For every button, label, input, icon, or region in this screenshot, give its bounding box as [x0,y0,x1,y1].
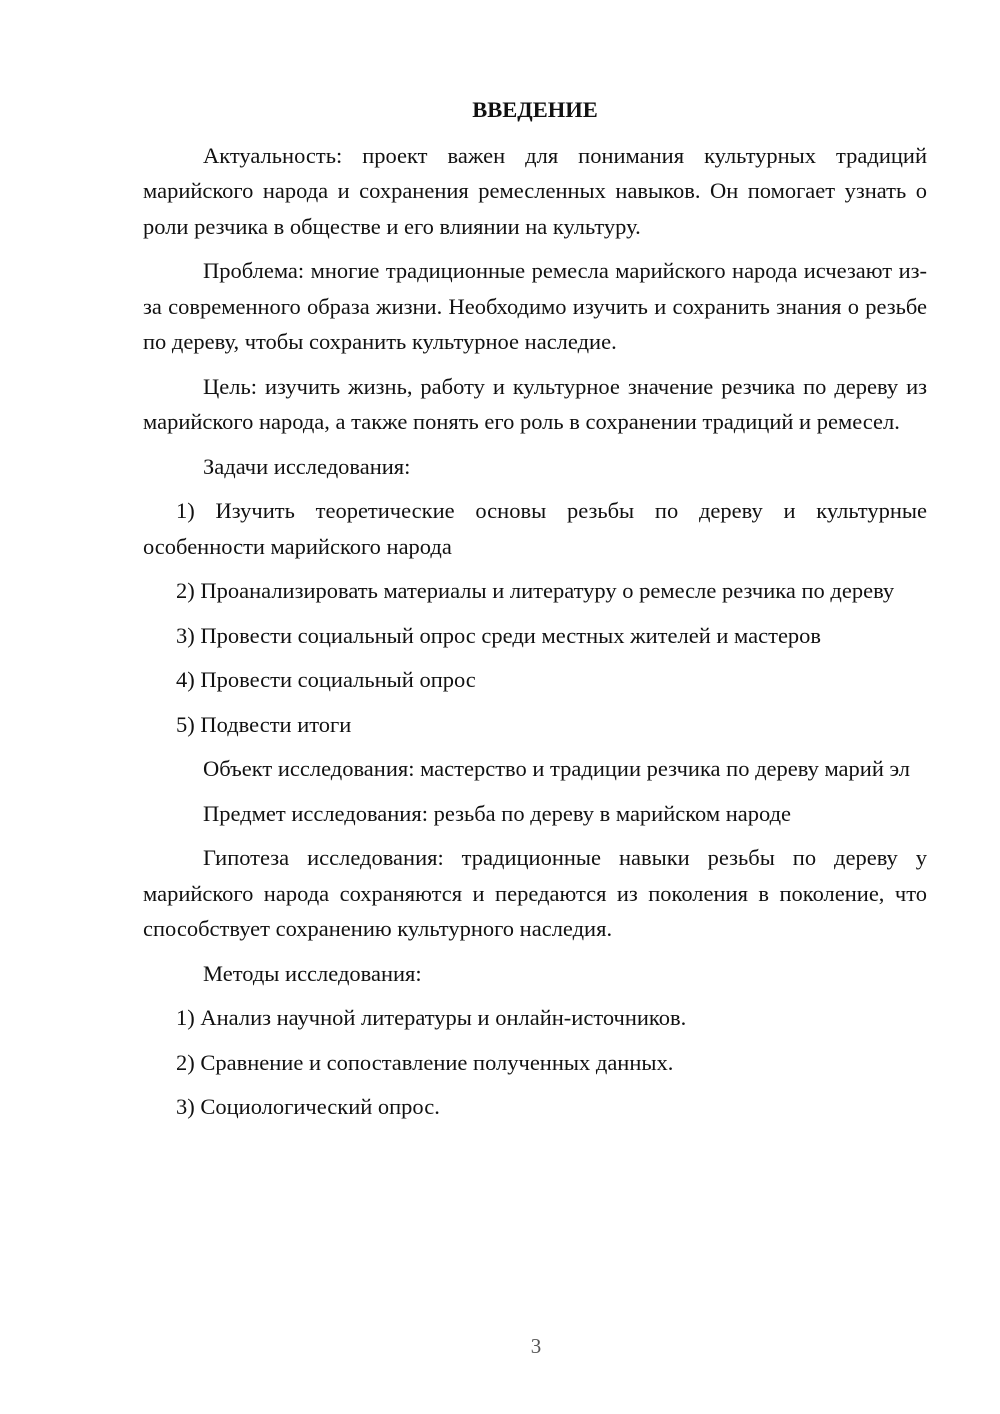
task-item: 3) Провести социальный опрос среди местных жителей и мастеров [176,622,822,648]
method-item: 2) Сравнение и сопоставление полученных данных. [176,1049,674,1075]
method-item: 1) Анализ научной литературы и онлайн-источников. [176,1005,687,1030]
paragraph-subject: Предмет исследования: резьба по дереву в марийском народе [203,800,792,826]
paragraph-problem: Проблема: многие традиционные ремесла марийского народа исчезают из-за современного образа жизни. Необходимо изучить и сохранить знания о резьбе по дереву, чтобы сохранить культурное наследие. [143,258,927,354]
task-item: 4) Провести социальный опрос [176,667,476,692]
method-item: 3) Социологический опрос. [176,1094,440,1119]
page-title: ВВЕДЕНИЕ [472,97,598,122]
tasks-heading: Задачи исследования: [203,453,411,479]
paragraph-goal: Цель: изучить жизнь, работу и культурное значение резчика по дереву из марийского народа, а также понять его роль в сохранении традиций и ремесел. [143,373,927,434]
paragraph-object: Объект исследования: мастерство и традиции резчика по дереву марий эл [203,756,910,781]
task-item: 5) Подвести итоги [176,711,352,737]
task-item: 1) Изучить теоретические основы резьбы по дереву и культурные особенности марийского народа [143,498,927,559]
task-item: 2) Проанализировать материалы и литературу о ремесле резчика по дереву [176,578,895,603]
methods-heading: Методы исследования: [203,960,422,986]
paragraph-hypothesis: Гипотеза исследования: традиционные навыки резьбы по дереву у марийского народа сохраняются и передаются из поколения в поколение, что способствует сохранению культурного наследия. [143,845,927,941]
paragraph-relevance: Актуальность: проект важен для понимания культурных традиций марийского народа и сохранения ремесленных навыков. Он помогает узнать о роли резчика в обществе и его влиянии на культуру. [143,142,927,239]
document-page [143,92,927,1134]
page-number: 3 [530,1334,542,1358]
